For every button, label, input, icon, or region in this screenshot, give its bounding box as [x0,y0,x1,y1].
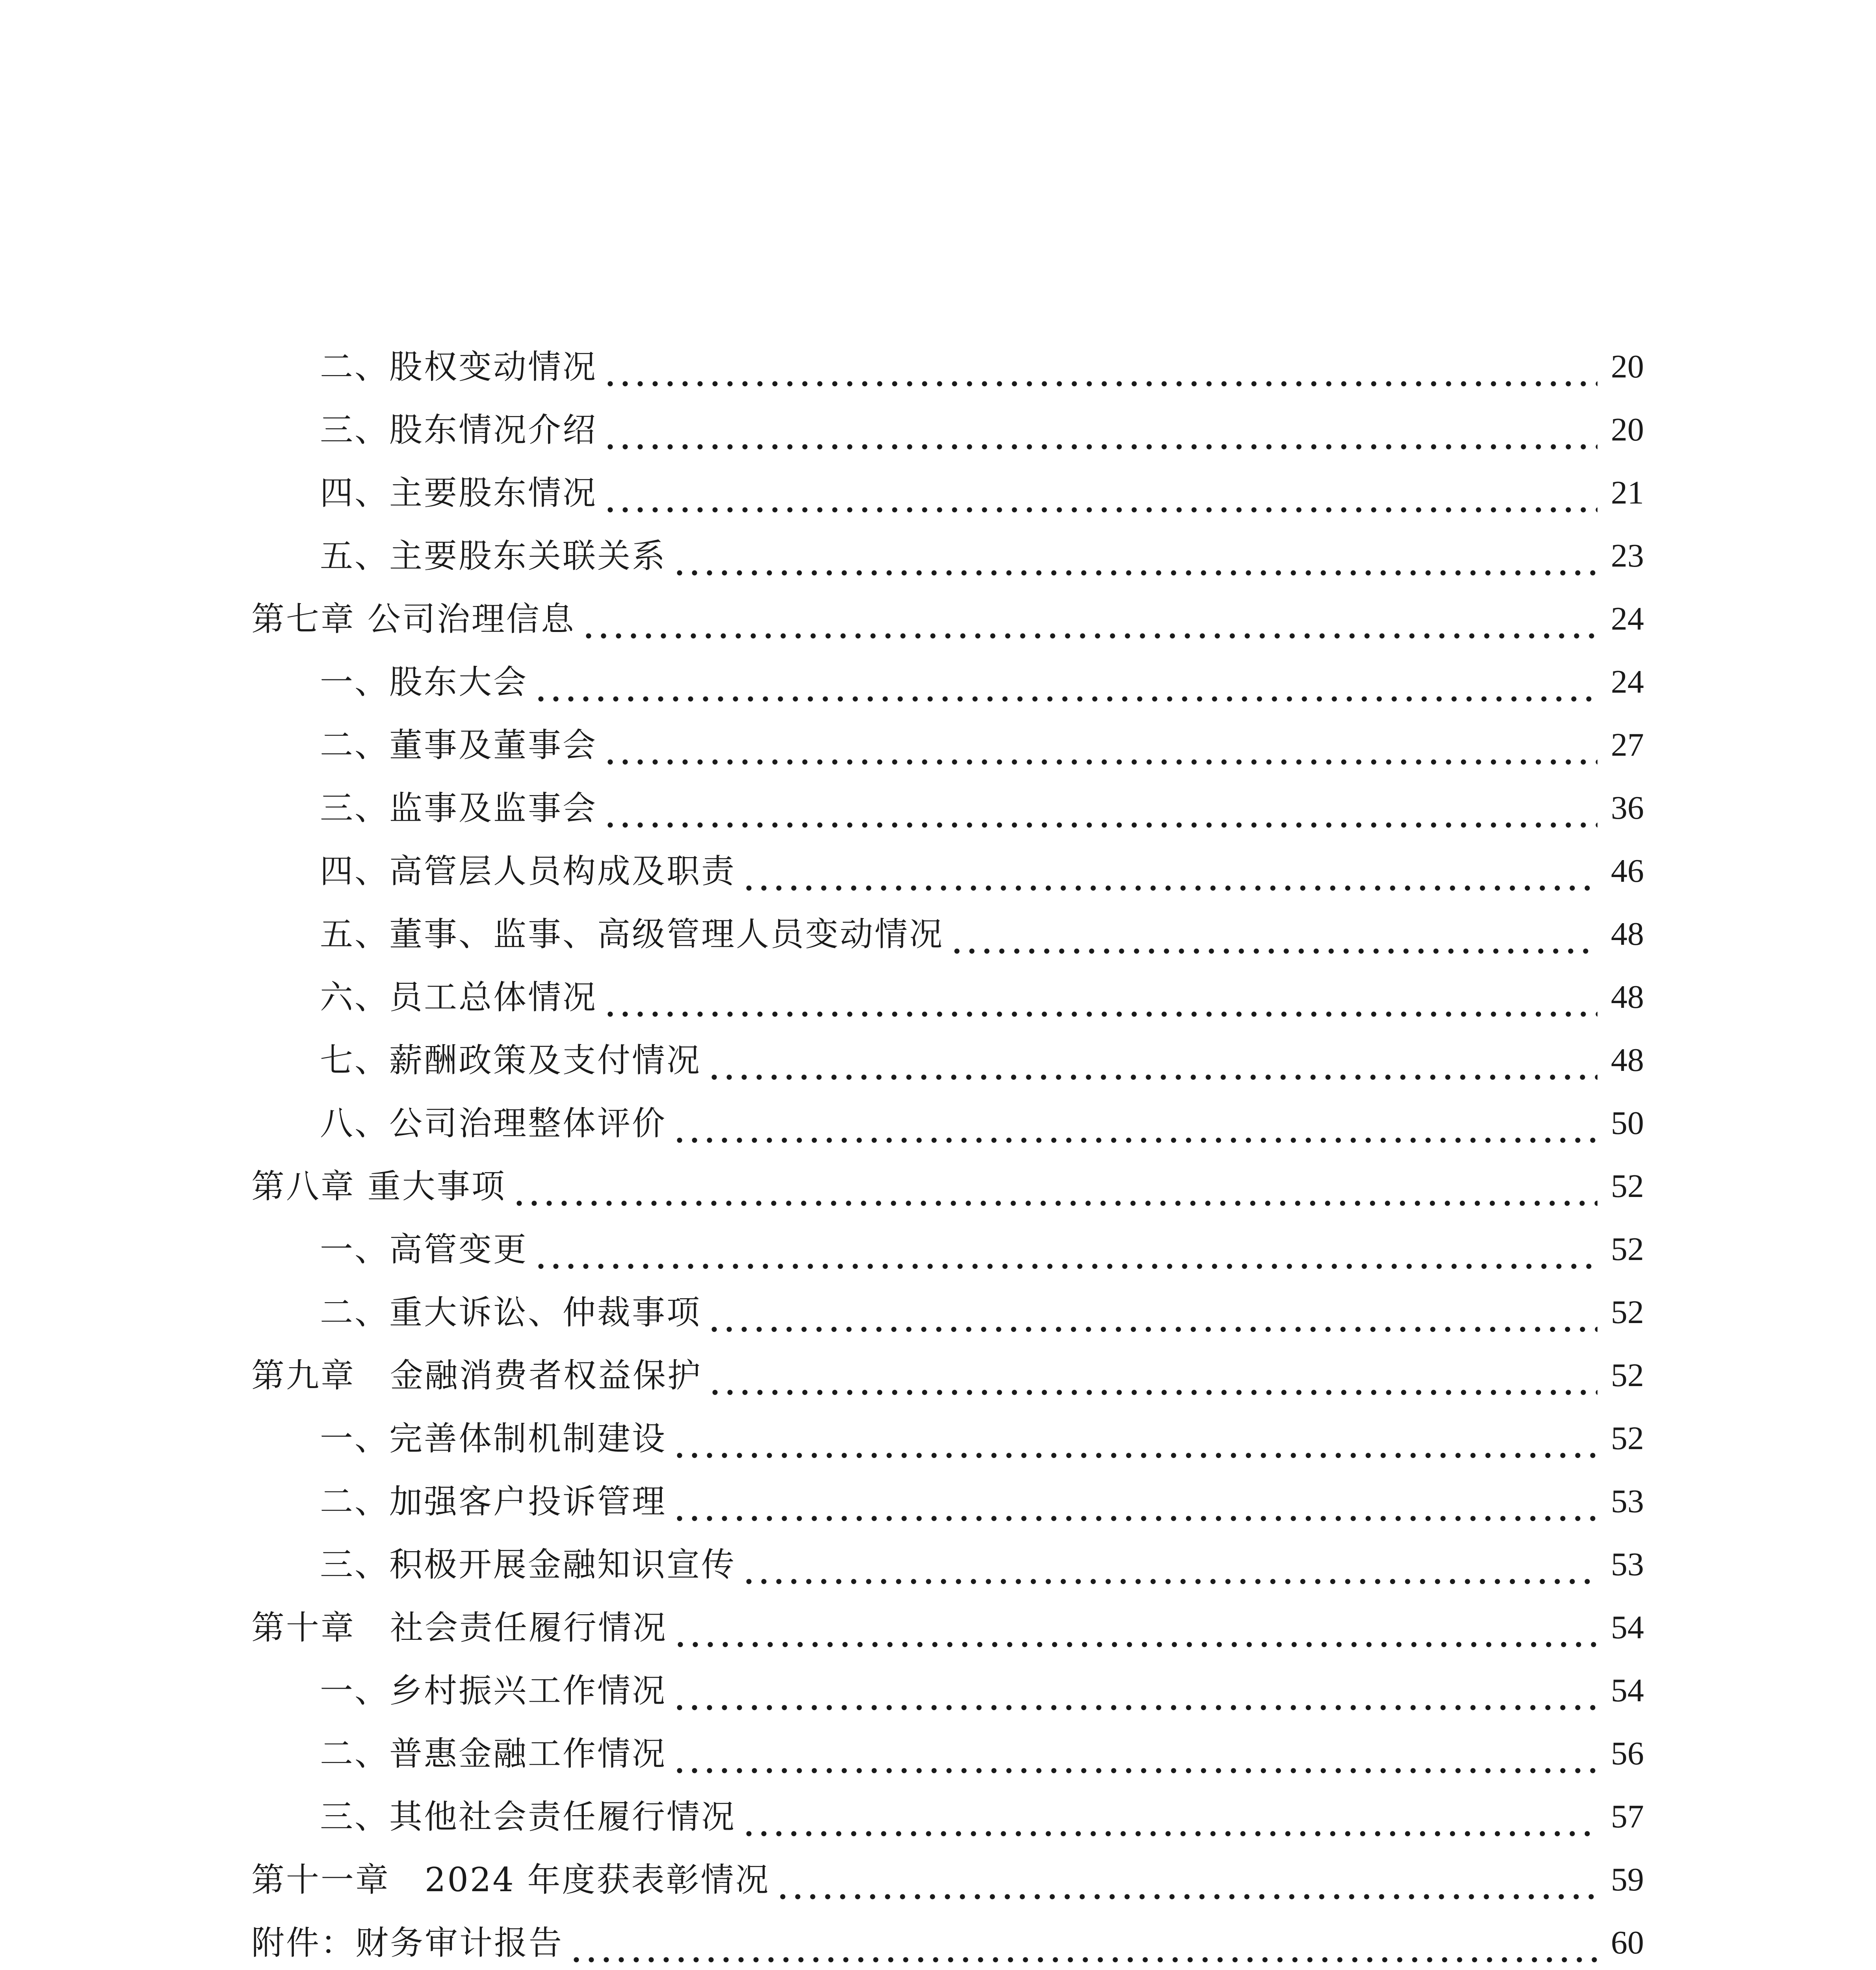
toc-entry-title: 三、其他社会责任履行情况 [320,1797,736,1836]
toc-entry-title: 八、公司治理整体评价 [320,1104,667,1143]
toc-entry[interactable] [320,1722,1644,1785]
toc-entry-page: 46 [1611,853,1644,889]
toc-entry-page: 50 [1611,1105,1644,1141]
toc-entry[interactable] [320,398,1644,461]
toc-chapter-entry[interactable] [251,587,1644,650]
toc-entry-title: 二、重大诉讼、仲裁事项 [320,1293,702,1332]
toc-entry-title: 一、乡村振兴工作情况 [320,1671,667,1710]
toc-entry[interactable] [320,903,1644,966]
dot-leader [741,1533,1597,1596]
toc-entry-title: 二、加强客户投诉管理 [320,1482,667,1521]
toc-entry[interactable] [320,335,1644,398]
dot-leader [672,1722,1597,1785]
dot-leader [672,524,1597,587]
toc-entry-page: 36 [1611,790,1644,826]
dot-leader [581,587,1597,650]
dot-leader [672,1659,1597,1722]
toc-entry-page: 52 [1611,1357,1644,1394]
toc-entry-title: 二、普惠金融工作情况 [320,1734,667,1773]
toc-entry-title: 第七章 公司治理信息 [251,600,576,638]
dot-leader [603,461,1597,524]
toc-entry-title: 一、高管变更 [320,1230,528,1269]
toc-entry[interactable] [320,1218,1644,1281]
toc-entry[interactable] [320,966,1644,1029]
toc-chapter-entry[interactable] [251,1344,1644,1407]
dot-leader [603,966,1597,1029]
toc-entry-page: 53 [1611,1546,1644,1583]
dot-leader [672,1470,1597,1533]
toc-entry-page: 60 [1611,1924,1644,1961]
dot-leader [603,398,1597,461]
dot-leader [603,714,1597,777]
toc-entry-title: 七、薪酬政策及支付情况 [320,1041,702,1080]
toc-entry-page: 59 [1611,1861,1644,1898]
dot-leader [533,1218,1597,1281]
toc-entry-title: 第十一章 2024 年度获表彰情况 [251,1860,770,1899]
toc-entry-page: 23 [1611,537,1644,574]
dot-leader [708,1344,1597,1407]
toc-entry-page: 48 [1611,979,1644,1015]
dot-leader [603,777,1597,840]
dot-leader [512,1155,1597,1218]
dot-leader [707,1029,1597,1092]
toc-entry-title: 一、完善体制机制建设 [320,1419,667,1458]
dot-leader [949,903,1597,966]
toc-entry[interactable] [320,1092,1644,1155]
toc-entry[interactable] [320,1659,1644,1722]
dot-leader [672,1092,1597,1155]
toc-entry-page: 48 [1611,1042,1644,1078]
toc-entry-page: 27 [1611,727,1644,763]
dot-leader [672,1407,1597,1470]
dot-leader [533,650,1597,714]
toc-entry-title: 五、董事、监事、高级管理人员变动情况 [320,915,944,953]
toc-entry-page: 57 [1611,1798,1644,1835]
toc-entry[interactable] [320,650,1644,714]
toc-entry-page: 24 [1611,600,1644,637]
toc-entry-page: 52 [1611,1168,1644,1204]
dot-leader [775,1848,1597,1911]
toc-entry-page: 52 [1611,1294,1644,1331]
dot-leader [741,1785,1597,1848]
toc-entry-title: 第八章 重大事项 [251,1167,506,1206]
toc-entry-page: 52 [1611,1420,1644,1457]
dot-leader [569,1911,1597,1970]
toc-entry-title: 三、积极开展金融知识宣传 [320,1545,736,1584]
toc-entry-page: 20 [1611,348,1644,385]
toc-entry-page: 56 [1611,1735,1644,1772]
toc-entry-title: 第十章 社会责任履行情况 [251,1608,668,1647]
toc-entry-title: 六、员工总体情况 [320,978,598,1017]
toc-entry[interactable] [320,777,1644,840]
toc-entry-title: 三、股东情况介绍 [320,411,598,449]
toc-chapter-entry[interactable] [251,1848,1644,1911]
toc-entry-title: 二、股权变动情况 [320,348,598,386]
dot-leader [707,1281,1597,1344]
toc-entry-title: 二、董事及董事会 [320,726,598,764]
toc-chapter-entry[interactable] [251,1596,1644,1659]
toc-entry[interactable] [320,524,1644,587]
toc-entry[interactable] [320,1785,1644,1848]
toc-entry-page: 24 [1611,663,1644,700]
toc-chapter-entry[interactable] [251,1155,1644,1218]
toc-entry-title: 四、高管层人员构成及职责 [320,852,736,890]
toc-entry-page: 54 [1611,1672,1644,1709]
dot-leader [673,1596,1597,1659]
toc-entry[interactable] [320,461,1644,524]
toc-entry-page: 53 [1611,1483,1644,1520]
toc-entry[interactable] [320,1029,1644,1092]
toc-entry-page: 48 [1611,916,1644,952]
toc-entry-title: 第九章 金融消费者权益保护 [251,1356,702,1395]
toc-appendix-entry[interactable] [251,1911,1644,1970]
toc-entry-page: 54 [1611,1609,1644,1646]
toc-entry-page: 21 [1611,474,1644,511]
toc-entry-title: 五、主要股东关联关系 [320,537,667,575]
toc-entry-title: 四、主要股东情况 [320,474,598,512]
toc-entry[interactable] [320,1470,1644,1533]
toc-entry[interactable] [320,1533,1644,1596]
toc-entry[interactable] [320,1281,1644,1344]
dot-leader [741,840,1597,903]
toc-entry[interactable] [320,840,1644,903]
toc-entry[interactable] [320,1407,1644,1470]
dot-leader [603,335,1597,398]
toc-entry-page: 20 [1611,411,1644,448]
toc-entry-title: 一、股东大会 [320,663,528,701]
toc-entry-page: 52 [1611,1231,1644,1267]
toc-entry-title: 附件：财务审计报告 [251,1924,564,1962]
toc-entry[interactable] [320,714,1644,777]
toc-entry-title: 三、监事及监事会 [320,789,598,827]
